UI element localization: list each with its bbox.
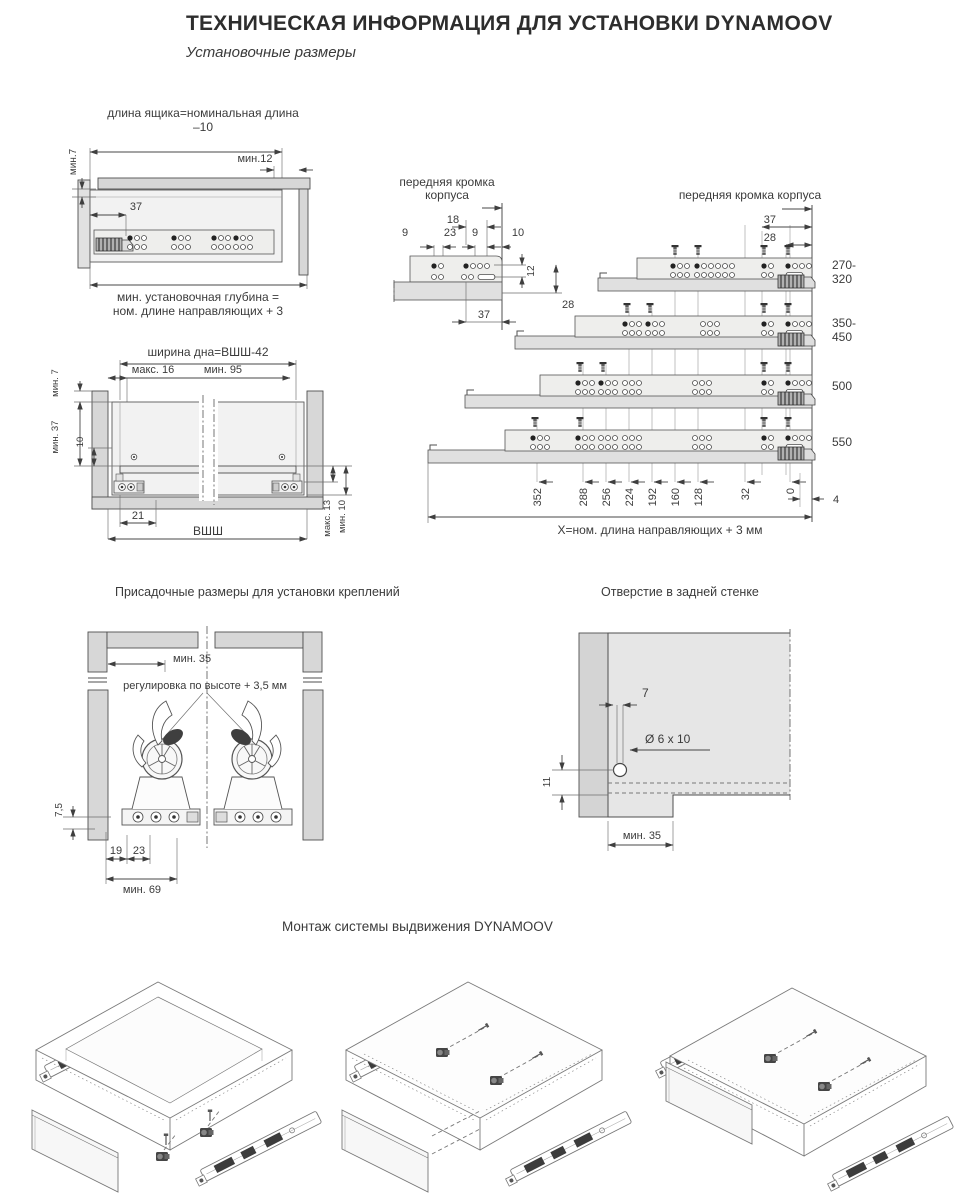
diagram-rail-lengths — [420, 185, 960, 547]
rail-row-3 — [465, 362, 815, 408]
diagram-back-wall-hole — [540, 615, 870, 880]
dim-label: 23 — [443, 227, 457, 239]
dim-label: 10 — [75, 436, 86, 448]
dim-label: 4 — [832, 494, 840, 506]
section-heading-assembly: Монтаж системы выдвижения DYNAMOOV — [282, 919, 553, 934]
dim-label: регулировка по высоте + 3,5 мм — [123, 680, 287, 692]
scale-label: 128 — [693, 488, 705, 507]
section-heading-back-hole: Отверстие в задней стенке — [601, 585, 759, 599]
rail-length-label: 350- — [832, 316, 857, 330]
rail-length-label: 270- — [832, 258, 857, 272]
diagram-drawer-side-view — [70, 100, 340, 320]
dim-label: передняя кромка — [399, 175, 495, 189]
mounting-bracket-right — [214, 701, 292, 825]
slide-rail-right — [503, 1111, 632, 1186]
dim-label: 37 — [477, 309, 491, 321]
rail-row-1 — [598, 245, 815, 291]
scale-label: 160 — [670, 488, 682, 507]
dim-label: –10 — [192, 120, 214, 134]
dim-label: 12 — [526, 265, 537, 277]
rail-length-label: 500 — [832, 379, 853, 393]
brand-name: DYNAMOOV — [705, 12, 833, 35]
scale-label: 288 — [578, 488, 590, 507]
bottom-panel — [608, 633, 790, 817]
dim-label: мин. установочная глубина = — [117, 290, 279, 304]
rail-length-label: 320 — [832, 272, 853, 286]
dim-label: 37 — [763, 214, 776, 226]
dim-label: мин. 69 — [122, 884, 162, 896]
page-title — [186, 12, 833, 36]
drawer-box — [36, 982, 292, 1150]
assembly-illustration-2 — [340, 970, 645, 1200]
dim-label: ном. длине направляющих + 3 — [112, 304, 284, 318]
section-heading-mounting: Присадочные размеры для установки креплений — [115, 585, 400, 599]
scale-label: 192 — [647, 488, 659, 507]
dim-label: 7,5 — [54, 803, 65, 817]
dim-label: 9 — [471, 227, 479, 239]
back-wall — [579, 633, 608, 817]
drawer-body — [90, 190, 282, 262]
dim-label: мин.12 — [237, 153, 273, 165]
dim-label: 28 — [562, 299, 575, 311]
dim-label: корпуса — [425, 188, 469, 202]
drawer-box — [670, 988, 926, 1156]
dim-label: 19 — [109, 845, 123, 857]
dim-label: макс. 13 — [322, 500, 333, 537]
page-title-main: ТЕХНИЧЕСКАЯ ИНФОРМАЦИЯ ДЛЯ УСТАНОВКИ — [186, 12, 706, 35]
dim-label: 28 — [763, 232, 776, 244]
scale-label: 352 — [532, 488, 544, 507]
dim-label: мин. 37 — [50, 420, 61, 454]
dim-label: мин. 35 — [173, 653, 212, 665]
drawer-section — [112, 395, 304, 505]
dim-label: 9 — [401, 227, 409, 239]
dim-label: 10 — [511, 227, 525, 239]
page-subtitle: Установочные размеры — [186, 44, 356, 61]
scale-label: 0 — [785, 488, 797, 495]
dim-label: Ø 6 x 10 — [645, 732, 691, 746]
dim-label: ширина дна=ВШШ-42 — [147, 345, 269, 359]
scale-label: 32 — [740, 488, 752, 501]
dim-label: 23 — [132, 845, 146, 857]
dim-label: длина ящика=номинальная длина — [107, 106, 299, 120]
dim-label: 18 — [446, 214, 460, 226]
dim-label: мин. 95 — [203, 364, 243, 376]
dim-label: передняя кромка корпуса — [678, 188, 822, 202]
dim-label: 7 — [642, 686, 649, 700]
dim-label: X=ном. длина направляющих + 3 мм — [557, 523, 763, 537]
dim-label: 11 — [542, 776, 553, 788]
rail-length-label: 450 — [832, 330, 853, 344]
rail-length-label: 550 — [832, 435, 853, 449]
mounting-bracket-left — [122, 701, 200, 825]
dim-label: мин. 10 — [337, 500, 348, 533]
dim-label: мин. 35 — [622, 830, 662, 842]
front-panel — [32, 1110, 118, 1192]
rail-row-2 — [515, 303, 815, 349]
dim-label: мин. 7 — [50, 369, 61, 397]
drill-hole — [614, 764, 627, 777]
assembly-illustration-1 — [30, 970, 335, 1200]
slide-rail-right — [193, 1111, 322, 1186]
dim-label: 21 — [131, 510, 145, 522]
rail-row-4 — [428, 417, 815, 463]
dim-label: макс. 16 — [131, 364, 175, 376]
diagram-bottom-width — [50, 345, 380, 550]
dim-label: мин.7 — [68, 148, 79, 176]
assembly-illustration-3 — [650, 970, 955, 1200]
scale-label: 224 — [624, 488, 636, 507]
diagram-mounting-brackets — [55, 620, 385, 905]
front-panel — [342, 1110, 428, 1192]
drawer-box — [346, 982, 602, 1150]
scale-label: 256 — [601, 488, 613, 507]
dim-label: ВШШ — [193, 524, 223, 538]
dim-label: 37 — [129, 201, 143, 213]
slide-rail-right — [825, 1116, 954, 1191]
